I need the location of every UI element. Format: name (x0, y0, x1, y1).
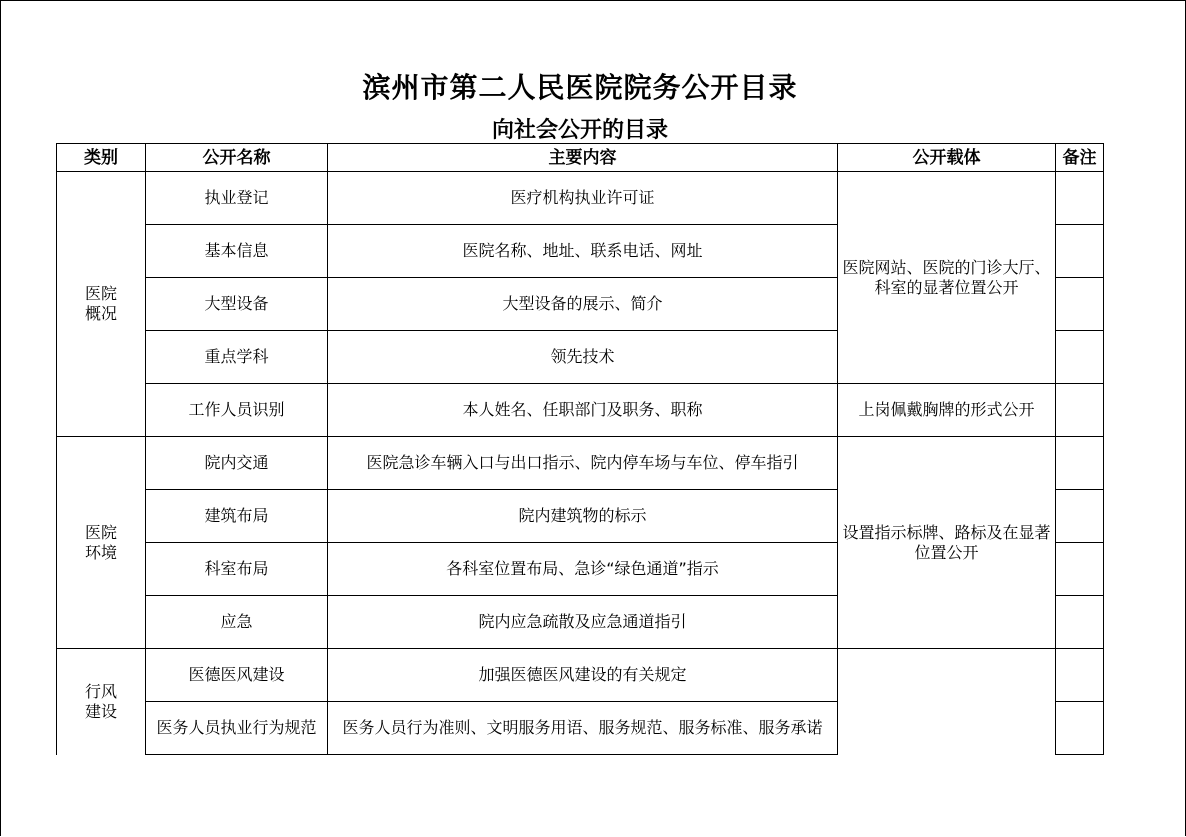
carrier-cell: 医院网站、医院的门诊大厅、科室的显著位置公开 (838, 172, 1056, 384)
name-cell: 应急 (146, 596, 328, 649)
header-category: 类别 (57, 144, 146, 172)
content-cell: 加强医德医风建设的有关规定 (328, 649, 838, 702)
header-remark: 备注 (1056, 144, 1104, 172)
header-name: 公开名称 (146, 144, 328, 172)
name-cell: 医德医风建设 (146, 649, 328, 702)
content-cell: 领先技术 (328, 331, 838, 384)
content-cell: 大型设备的展示、简介 (328, 278, 838, 331)
category-label: 行风 建设 (84, 681, 117, 721)
content-cell: 医院急诊车辆入口与出口指示、院内停车场与车位、停车指引 (328, 437, 838, 490)
name-cell: 科室布局 (146, 543, 328, 596)
header-content: 主要内容 (328, 144, 838, 172)
content-cell: 医疗机构执业许可证 (328, 172, 838, 225)
name-cell: 大型设备 (146, 278, 328, 331)
table-row (57, 437, 1104, 490)
content-cell: 本人姓名、任职部门及职务、职称 (328, 384, 838, 437)
remark-cell (1056, 596, 1104, 649)
remark-cell (1056, 278, 1104, 331)
name-cell: 工作人员识别 (146, 384, 328, 437)
carrier-cell (838, 649, 1056, 755)
disclosure-table (56, 143, 1104, 755)
remark-cell (1056, 225, 1104, 278)
header-carrier: 公开载体 (838, 144, 1056, 172)
category-label: 医院 环境 (84, 522, 117, 562)
remark-cell (1056, 649, 1104, 702)
content-cell: 医院名称、地址、联系电话、网址 (328, 225, 838, 278)
remark-cell (1056, 702, 1104, 755)
table-header-row (57, 144, 1104, 172)
name-cell: 执业登记 (146, 172, 328, 225)
table-row (57, 649, 1104, 702)
remark-cell (1056, 437, 1104, 490)
remark-cell (1056, 172, 1104, 225)
document-title: 滨州市第二人民医院院务公开目录 (362, 71, 798, 104)
carrier-cell: 设置指示标牌、路标及在显著位置公开 (838, 437, 1056, 649)
category-cell (57, 172, 146, 437)
document-subtitle: 向社会公开的目录 (491, 117, 668, 143)
carrier-cell: 上岗佩戴胸牌的形式公开 (838, 384, 1056, 437)
content-cell: 各科室位置布局、急诊“绿色通道”指示 (328, 543, 838, 596)
remark-cell (1056, 384, 1104, 437)
category-cell (57, 437, 146, 649)
content-cell: 院内建筑物的标示 (328, 490, 838, 543)
table-row (57, 384, 1104, 437)
category-cell (57, 649, 146, 755)
category-label: 医院 概况 (84, 284, 117, 323)
remark-cell (1056, 490, 1104, 543)
content-cell: 院内应急疏散及应急通道指引 (328, 596, 838, 649)
name-cell: 基本信息 (146, 225, 328, 278)
remark-cell (1056, 331, 1104, 384)
name-cell: 重点学科 (146, 331, 328, 384)
table-row (57, 172, 1104, 225)
name-cell: 医务人员执业行为规范 (146, 702, 328, 755)
name-cell: 建筑布局 (146, 490, 328, 543)
content-cell: 医务人员行为准则、文明服务用语、服务规范、服务标准、服务承诺 (328, 702, 838, 755)
name-cell: 院内交通 (146, 437, 328, 490)
remark-cell (1056, 543, 1104, 596)
